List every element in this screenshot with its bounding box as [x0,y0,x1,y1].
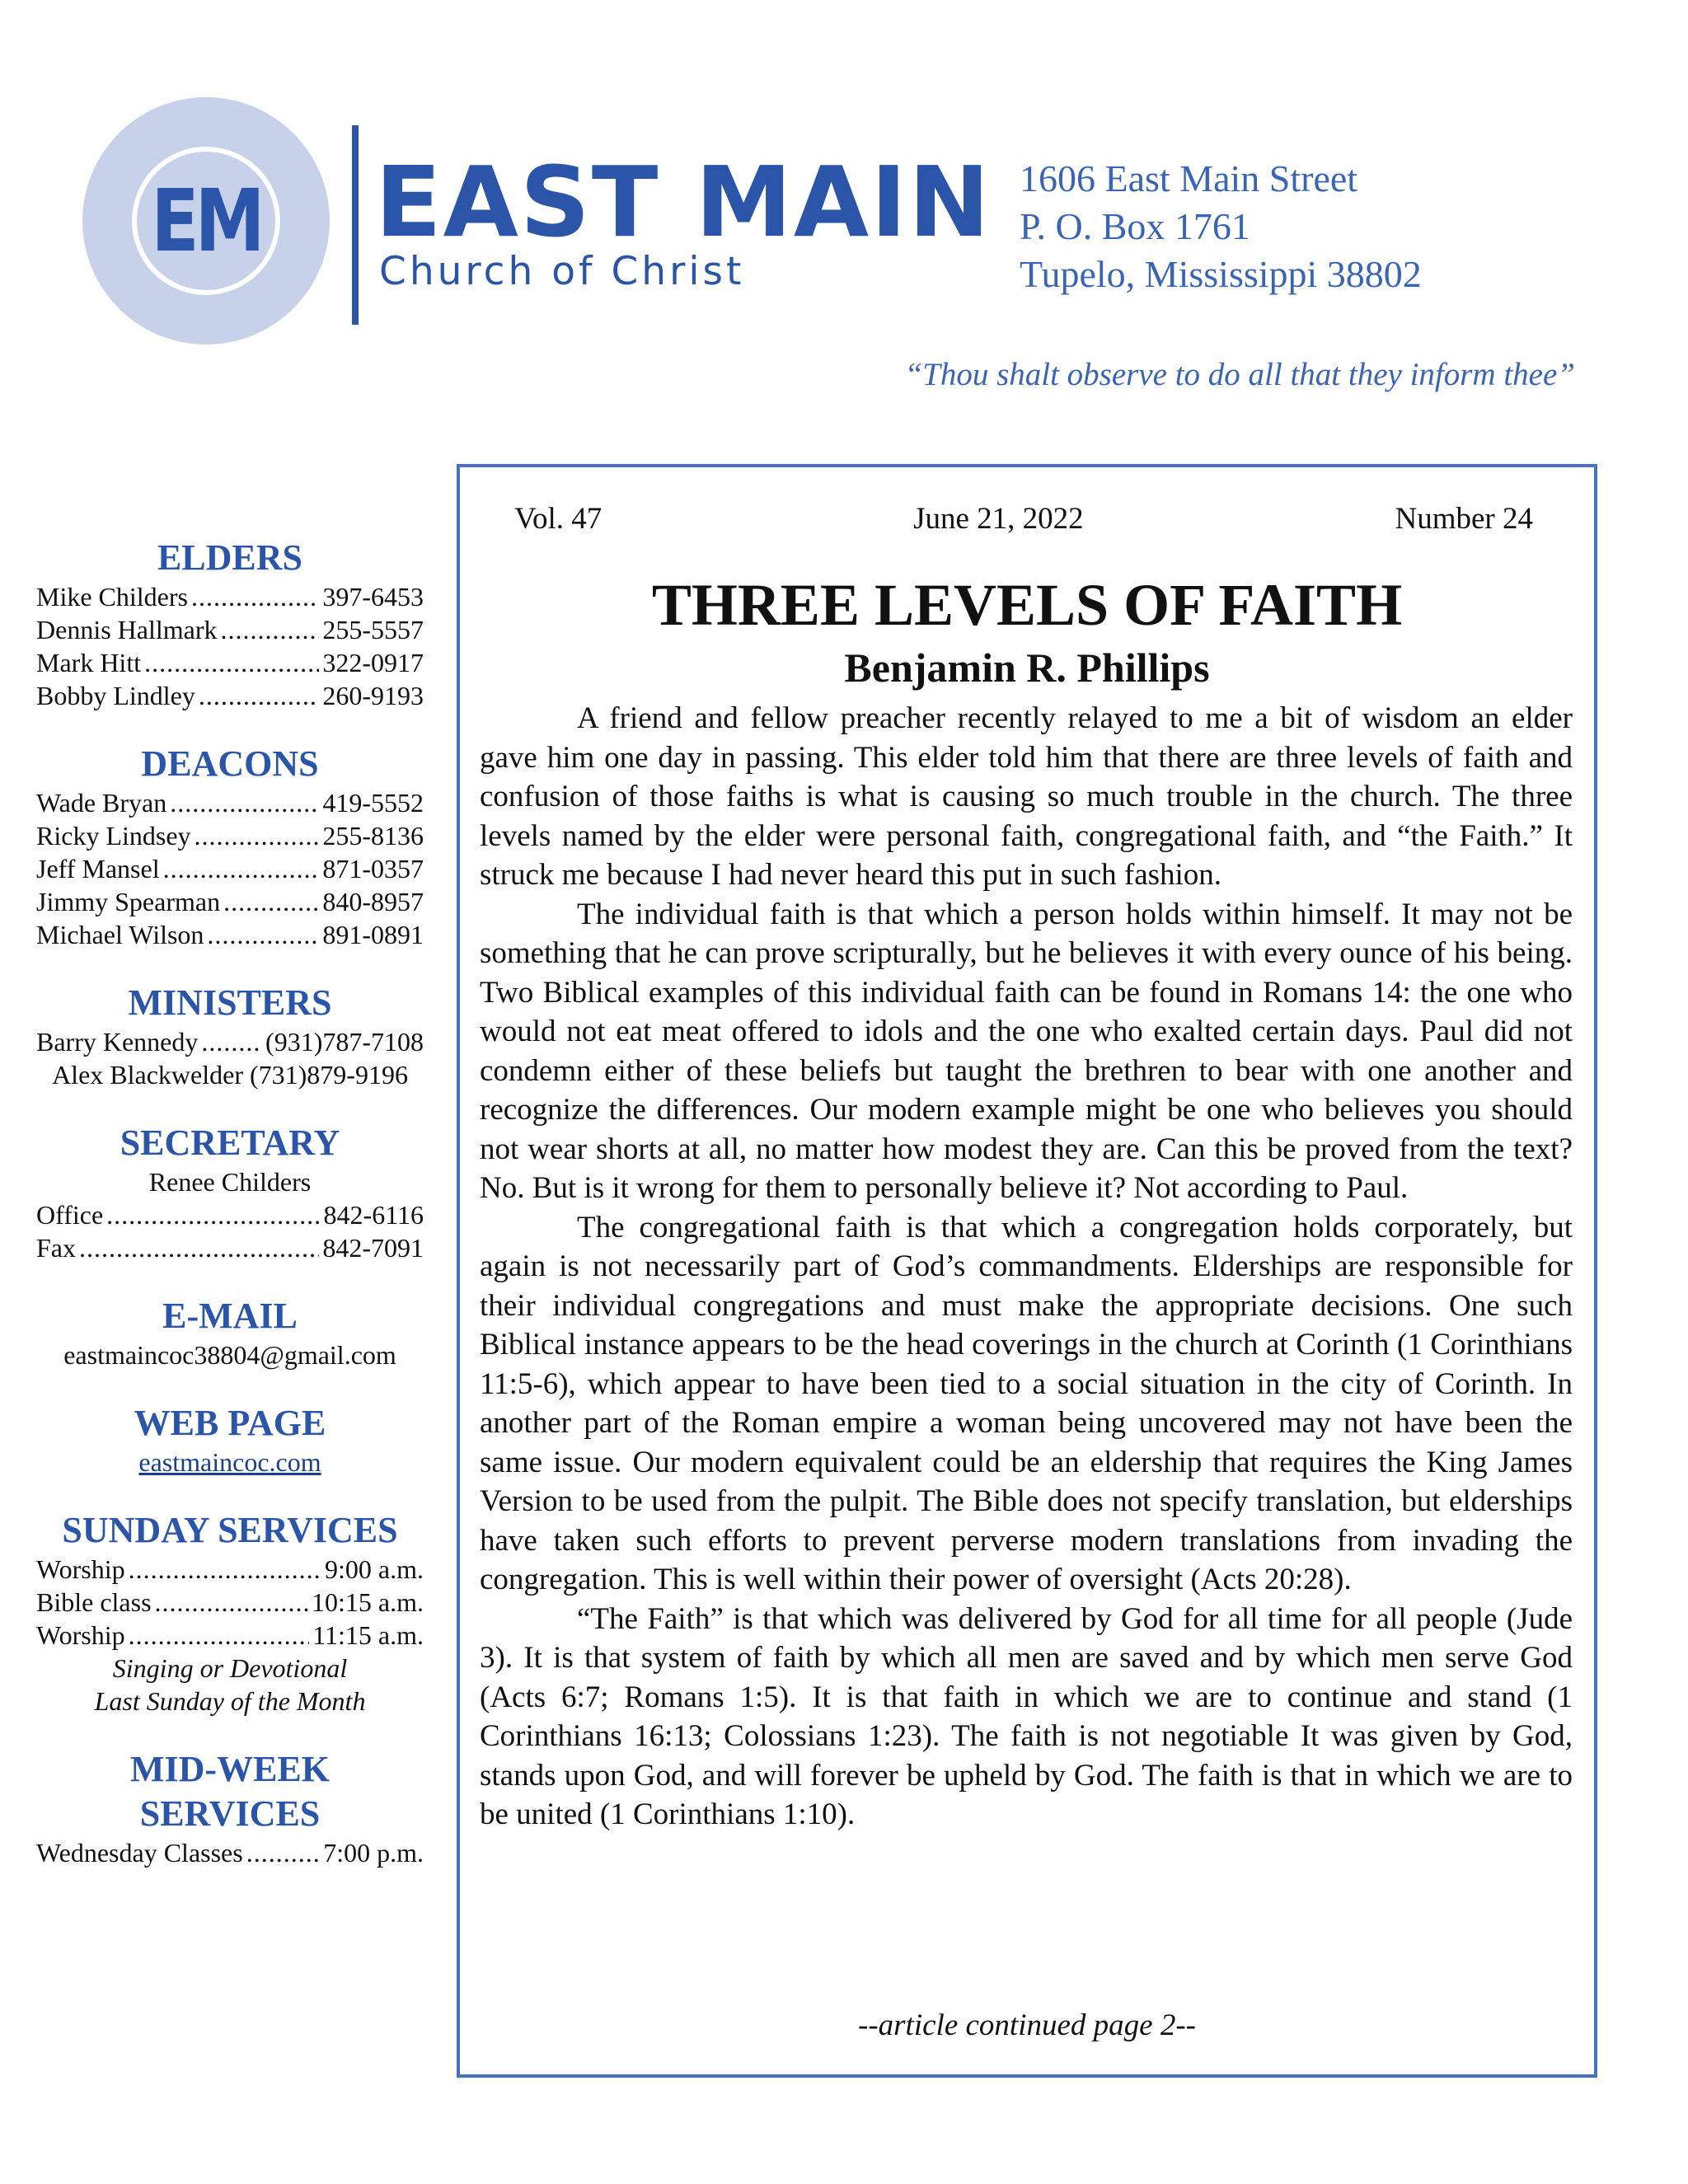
person-phone: 840-8957 [322,887,424,916]
issue-info [514,501,1533,537]
service-time: 11:15 a.m. [312,1620,424,1650]
issue-number: Number 24 [1395,502,1533,536]
article-body [480,699,1573,1835]
leader-dots [144,646,319,679]
deacons-section [36,742,424,951]
leader-dots [129,1619,310,1652]
service-time: 10:15 a.m. [312,1587,424,1617]
elder-row [36,679,424,712]
person-name: Wade Bryan [36,788,167,818]
article-paragraph: The congregational faith is that which a congregation holds corporately, but again is not necessarily part of God’s commandments. Elderships are responsible for their individual congregations and must make the appropriate decisions. One such Biblical instance appears to be the head coverings in the church at Corinth (1 Corinthians 11:5-6), which appear to have been tied to a social situation in the city of Corinth. In another part of the Roman empire a woman being uncovered may not have been the same issue. Our modern equivalent could be an eldership that requires the King James Version to be used from the pulpit. The Bible does not specify translation, but elderships have taken such efforts to prevent perverse modern translations from invading the congregation. This is well within their power of oversight (Acts 20:28). [480,1210,1573,1596]
service-row [36,1553,424,1586]
article-continued: --article continued page 2-- [858,2008,1196,2042]
service-name: Bible class [36,1587,152,1617]
minister-row [36,1025,424,1058]
person-phone: 397-6453 [322,582,424,612]
secretary-name: Renee Childers [148,1167,312,1197]
service-row [36,1586,424,1619]
leader-dots [223,885,319,918]
person-phone: 871-0357 [322,854,424,883]
person-name: Jeff Mansel [36,854,160,883]
elders-section [36,536,424,712]
leader-dots [155,1586,308,1619]
elder-row [36,646,424,679]
person-name: Michael Wilson [36,920,204,949]
service-name: Worship [36,1554,125,1584]
leader-dots [170,786,319,819]
person-phone: 322-0917 [322,648,424,677]
person-name: Mark Hitt [36,648,142,677]
office-row [36,1198,424,1231]
person-name: Dennis Hallmark [36,615,218,644]
leader-dots [129,1553,321,1586]
person-phone: (931)787-7108 [265,1027,424,1057]
service-name: Wednesday Classes [36,1838,243,1868]
person-phone: 255-8136 [322,821,424,851]
elder-row [36,613,424,646]
person-name: Ricky Lindsey [36,821,191,851]
leader-dots [221,613,320,646]
service-time: 9:00 a.m. [325,1554,424,1584]
secretary-title: SECRETARY [120,1122,340,1163]
address-line: Tupelo, Mississippi 38802 [1020,253,1422,295]
leader-dots [246,1836,321,1869]
service-row [36,1836,424,1869]
deacon-row [36,918,424,951]
leader-dots [201,1025,262,1058]
fax-row [36,1231,424,1264]
deacon-row [36,786,424,819]
sidebar [36,536,424,1899]
person-phone: 419-5552 [322,788,424,818]
issue-date: June 21, 2022 [913,502,1084,536]
email-section [36,1294,424,1371]
motto: “Thou shalt observe to do all that they inform thee” [904,357,1575,392]
leader-dots [191,580,319,613]
person-name: Alex Blackwelder [52,1060,243,1090]
secretary-section [36,1121,424,1264]
service-row [36,1619,424,1652]
leader-dots [195,819,320,852]
leader-dots [79,1231,319,1264]
sunday-services-title: SUNDAY SERVICES [62,1510,398,1550]
article-paragraph: “The Faith” is that which was delivered by God for all time for all people (Jude 3). It is that system of faith by which all men are saved and by which men serve God (Acts 6:7; Romans 1:5). It is that faith in which we are to continue and stand (1 Corinthians 16:13; Colossians 1:23). The faith is not negotiable It was given by God, stands upon God, and will forever be upheld by God. The faith is that in which we are to be united (1 Corinthians 1:10). [480,1601,1573,1831]
brand-subtitle: Church of Christ [379,249,745,294]
article-paragraph: The individual faith is that which a person holds within himself. It may not be something that he can prove scripturally, but he believes it with every ounce of his being. Two Biblical examples of this individual faith can be found in Romans 14: the one who would not eat meat offered to idols and the one who exalted certain days. Paul did not condemn either of these beliefs but taught the brethren to bear with one another and recognize the differences. Our modern example might be one who believes you should not wear shorts at all, no matter how modest they are. Can this be proved from the text? No. But is it wrong for them to personally believe it? Not according to Paul. [480,897,1573,1205]
midweek-section [36,1747,424,1869]
deacon-row [36,885,424,918]
office-phone: 842-6116 [323,1200,424,1230]
web-section [36,1401,424,1479]
elder-row [36,580,424,613]
article-title: THREE LEVELS OF FAITH [651,572,1403,638]
service-note: Singing or Devotional [112,1653,348,1683]
deacon-row [36,852,424,885]
midweek-title: MID-WEEK [130,1749,330,1789]
deacon-row [36,819,424,852]
elders-title: ELDERS [157,537,303,578]
service-name: Worship [36,1620,125,1650]
volume: Vol. 47 [514,502,603,536]
logo-divider [352,125,359,325]
ministers-section [36,981,424,1091]
address-line: P. O. Box 1761 [1020,205,1250,247]
fax-number: 842-7091 [322,1233,424,1263]
web-link[interactable]: eastmaincoc.com [138,1447,321,1477]
leader-dots [163,852,320,885]
person-name: Bobby Lindley [36,681,195,710]
web-title: WEB PAGE [134,1403,326,1443]
church-address [1020,155,1422,298]
fax-label: Fax [36,1233,76,1263]
email-address[interactable]: eastmaincoc38804@gmail.com [63,1340,396,1370]
person-phone: 255-5557 [322,615,424,644]
person-phone: 891-0891 [322,920,424,949]
office-label: Office [36,1200,104,1230]
article-paragraph: A friend and fellow preacher recently relayed to me a bit of wisdom an elder gave him one day in passing. This elder told him that there are three levels of faith and confusion of those faiths is what is causing so much trouble in the church. The three levels named by the elder were personal faith, congregational faith, and “the Faith.” It struck me because I had never heard this put in such fashion. [480,701,1573,892]
article-author: Benjamin R. Phillips [844,644,1210,691]
person-name: Jimmy Spearman [36,887,221,916]
person-phone: (731)879-9196 [249,1060,408,1090]
person-name: Barry Kennedy [36,1027,199,1057]
person-phone: 260-9193 [322,681,424,710]
person-name: Mike Childers [36,582,188,612]
deacons-title: DEACONS [141,743,319,784]
brand-name: EAST MAIN [375,145,992,259]
leader-dots [207,918,319,951]
ministers-title: MINISTERS [128,982,332,1023]
leader-dots [199,679,319,712]
email-title: E-MAIL [162,1296,298,1336]
address-line: 1606 East Main Street [1020,157,1358,199]
minister-row [36,1058,424,1091]
midweek-title: SERVICES [139,1793,321,1834]
service-time: 7:00 p.m. [323,1838,424,1868]
logo-monogram: EM [151,171,261,271]
leader-dots [106,1198,320,1231]
sunday-services-section [36,1508,424,1718]
service-note: Last Sunday of the Month [94,1686,366,1716]
